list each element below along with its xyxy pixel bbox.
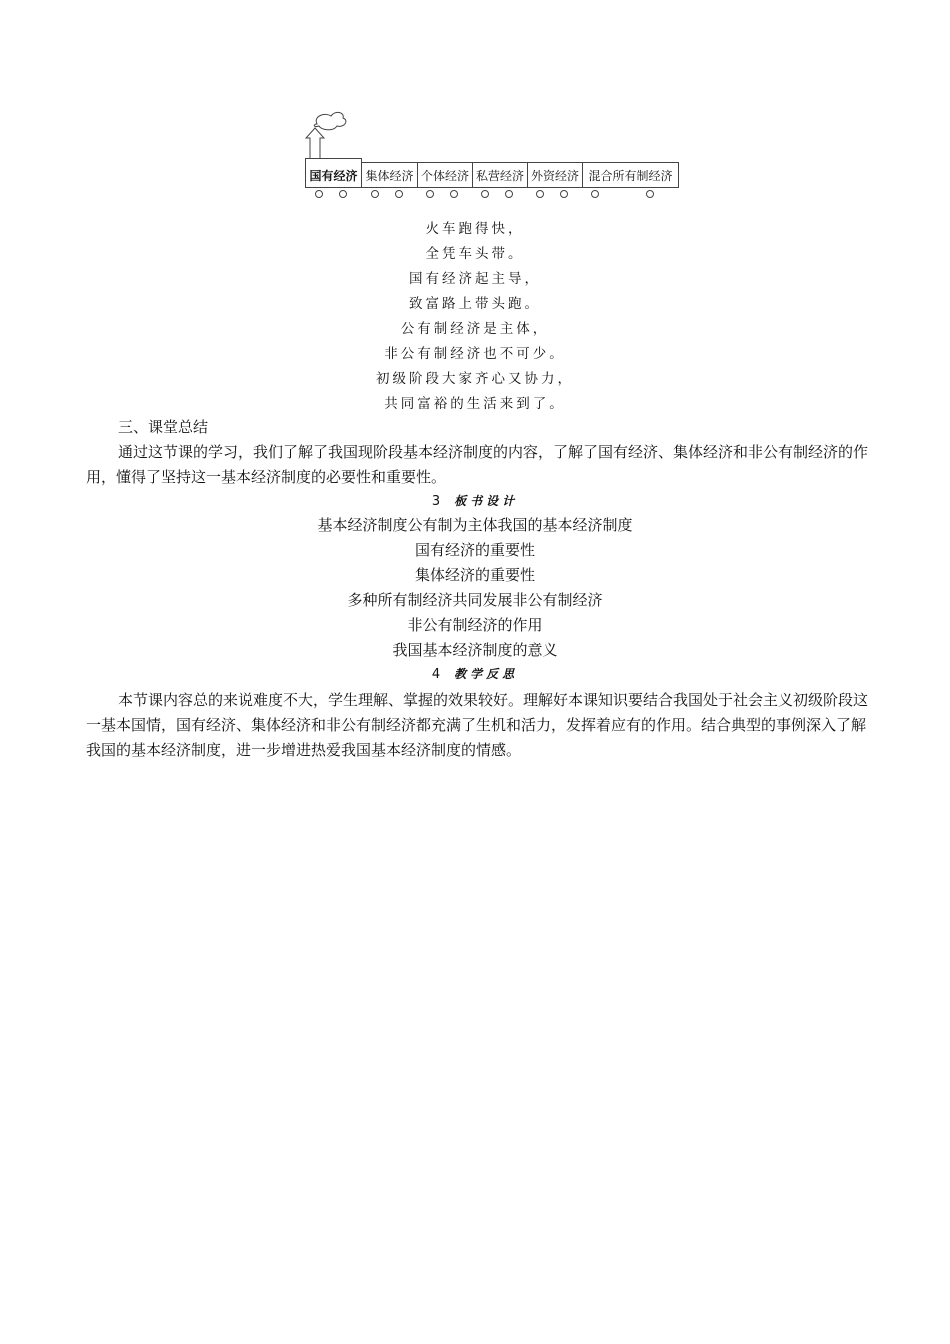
wheel-icon: [482, 191, 489, 198]
board-design-heading: [0, 489, 950, 513]
train-car: 私营经济: [472, 162, 528, 188]
wheel-icon: [427, 191, 434, 198]
chimney-icon: [306, 128, 324, 158]
train-car: 外资经济: [527, 162, 583, 188]
poem-line: 致富路上带头跑。: [409, 296, 541, 312]
wheel-icon: [451, 191, 458, 198]
section-number: 4: [431, 667, 441, 682]
reflection-heading: [0, 662, 950, 686]
board-line: 我国基本经济制度的意义: [392, 641, 558, 659]
summary-heading: 三、课堂总结: [118, 418, 209, 436]
wheel-icon: [537, 191, 544, 198]
section-number: 3: [431, 494, 441, 509]
poem-line: 公有制经济是主体，: [400, 321, 550, 337]
board-line: 国有经济的重要性: [414, 541, 535, 559]
wheel-icon: [396, 191, 403, 198]
train-car: 混合所有制经济: [582, 162, 679, 188]
wheel-icon: [561, 191, 568, 198]
wheel-icon: [316, 191, 323, 198]
train-car-engine: 国有经济: [305, 158, 362, 188]
board-line: 基本经济制度公有制为主体我国的基本经济制度: [317, 516, 633, 534]
train-poem: [0, 217, 950, 417]
summary-paragraph: 通过这节课的学习，我们了解了我国现阶段基本经济制度的内容，了解了国有经济、集体经济和非公有制经济的作用，懂得了坚持这一基本经济制度的必要性和重要性。: [86, 443, 869, 486]
poem-line: 共同富裕的生活来到了。: [384, 396, 566, 412]
poem-line: 国有经济起主导，: [409, 271, 541, 287]
wheel-icon: [592, 191, 599, 198]
poem-line: 初级阶段大家齐心又协力，: [376, 371, 574, 387]
board-line: 多种所有制经济共同发展非公有制经济: [347, 591, 603, 609]
section-label: 教学反思: [454, 667, 519, 681]
economy-train-diagram: [305, 110, 680, 202]
train-car: 集体经济: [361, 162, 418, 188]
poem-line: 非公有制经济也不可少。: [384, 346, 566, 362]
train-wheels: [316, 191, 654, 198]
poem-line: 全凭车头带。: [425, 246, 525, 262]
wheel-icon: [340, 191, 347, 198]
smoke-cloud-icon: [314, 112, 346, 129]
board-line: 集体经济的重要性: [414, 566, 535, 584]
wheel-icon: [647, 191, 654, 198]
reflection-paragraph: 本节课内容总的来说难度不大，学生理解、掌握的效果较好。理解好本课知识要结合我国处于社会主义初级阶段这一基本国情，国有经济、集体经济和非公有制经济都充满了生机和活力，发挥着应有的作用。结合典型的事例深入了解我国的基本经济制度，进一步增进热爱我国基本经济制度的情感。: [86, 691, 869, 759]
section-label: 板书设计: [454, 494, 519, 508]
wheel-icon: [506, 191, 513, 198]
board-design-lines: [0, 513, 950, 663]
poem-line: 火车跑得快，: [425, 221, 525, 237]
train-cars: [305, 162, 679, 188]
wheel-icon: [372, 191, 379, 198]
board-line: 非公有制经济的作用: [407, 616, 543, 634]
train-car: 个体经济: [417, 162, 473, 188]
